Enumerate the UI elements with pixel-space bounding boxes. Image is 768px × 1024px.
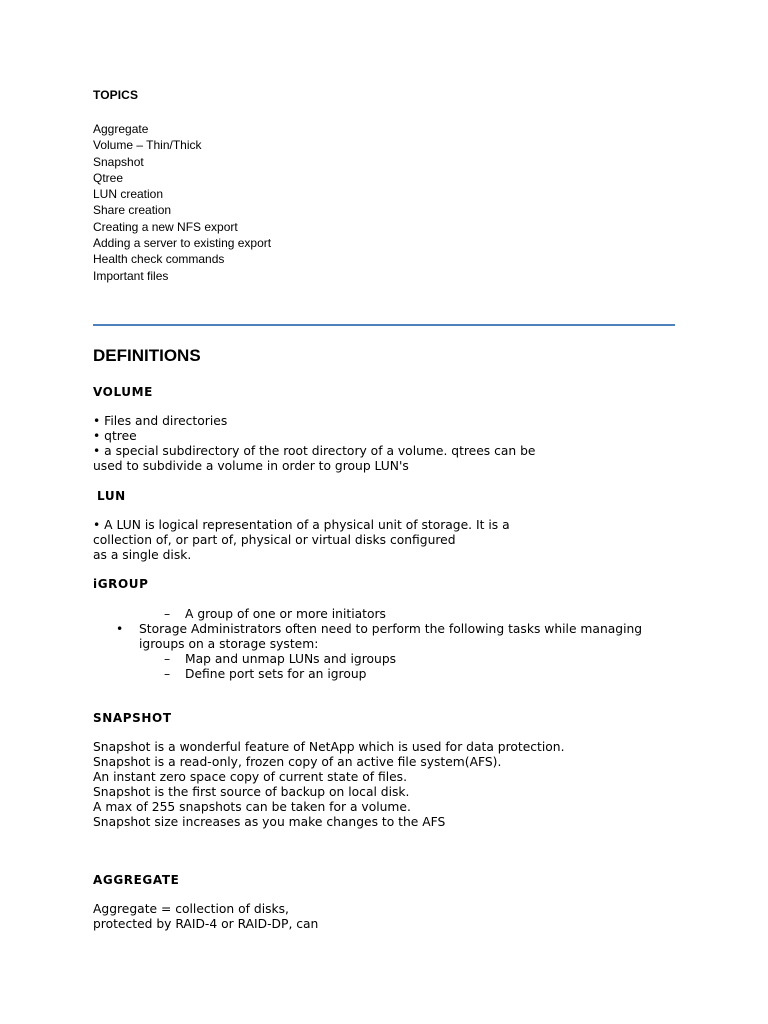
lun-line: as a single disk. — [93, 548, 192, 562]
volume-line: • Files and directories — [93, 414, 228, 428]
topic-item-lun-creation: LUN creation — [93, 187, 164, 202]
topic-item-add-server: Adding a server to existing export — [93, 236, 272, 251]
dash-marker: – — [164, 667, 171, 681]
igroup-item-text: Define port sets for an igroup — [185, 667, 367, 681]
lun-text — [93, 518, 510, 563]
topic-item-qtree: Qtree — [93, 170, 124, 185]
aggregate-line: Aggregate = collection of disks, — [93, 902, 289, 916]
igroup-item-tasks-cont — [93, 637, 713, 652]
section-divider — [93, 324, 675, 326]
igroup-item-text: Map and unmap LUNs and igroups — [185, 652, 397, 666]
topic-item-aggregate: Aggregate — [93, 122, 149, 136]
igroup-item-tasks — [93, 622, 713, 637]
definitions-heading: DEFINITIONS — [93, 346, 201, 365]
lun-line: collection of, or part of, physical or virtual disks configured — [93, 533, 456, 547]
topics-list — [93, 121, 271, 284]
lun-title: LUN — [97, 489, 126, 503]
volume-line: • qtree — [93, 429, 137, 443]
topic-item-health-check: Health check commands — [93, 252, 225, 267]
topic-item-important-files: Important files — [93, 268, 169, 283]
lun-line: • A LUN is logical representation of a physical unit of storage. It is a — [93, 518, 510, 532]
aggregate-title: AGGREGATE — [93, 873, 180, 887]
volume-line: • a special subdirectory of the root directory of a volume. qtrees can be — [93, 444, 536, 458]
aggregate-line: protected by RAID-4 or RAID-DP, can — [93, 917, 319, 931]
igroup-item-text: Storage Administrators often need to perform the following tasks while managing — [139, 622, 643, 636]
topic-item-nfs-export: Creating a new NFS export — [93, 219, 238, 234]
snapshot-line: A max of 255 snapshots can be taken for a volume. — [93, 800, 411, 814]
aggregate-text — [93, 902, 318, 932]
topic-item-share-creation: Share creation — [93, 203, 172, 218]
bullet-marker: • — [116, 622, 124, 636]
snapshot-line: Snapshot size increases as you make changes to the AFS — [93, 815, 446, 829]
igroup-item-map — [93, 652, 713, 667]
igroup-text — [93, 607, 713, 682]
snapshot-line: Snapshot is a wonderful feature of NetApp which is used for data protection. — [93, 740, 565, 754]
volume-title: VOLUME — [93, 385, 153, 399]
dash-marker: – — [164, 652, 171, 666]
snapshot-line: Snapshot is the first source of backup on local disk. — [93, 785, 410, 799]
dash-marker: – — [164, 607, 171, 621]
igroup-title: iGROUP — [93, 577, 149, 591]
topic-item-volume: Volume – Thin/Thick — [93, 138, 202, 153]
snapshot-title: SNAPSHOT — [93, 711, 172, 725]
volume-text — [93, 414, 536, 474]
snapshot-line: Snapshot is a read-only, frozen copy of an active file system(AFS). — [93, 755, 502, 769]
volume-line: used to subdivide a volume in order to group LUN's — [93, 459, 409, 473]
snapshot-text — [93, 740, 565, 830]
snapshot-line: An instant zero space copy of current state of files. — [93, 770, 408, 784]
igroup-item-text: A group of one or more initiators — [185, 607, 386, 621]
igroup-item-initiators — [93, 607, 713, 622]
igroup-item-port-sets — [93, 667, 713, 682]
igroup-item-text: igroups on a storage system: — [139, 637, 319, 651]
topics-heading: TOPICS — [93, 88, 139, 102]
topic-item-snapshot: Snapshot — [93, 154, 144, 169]
